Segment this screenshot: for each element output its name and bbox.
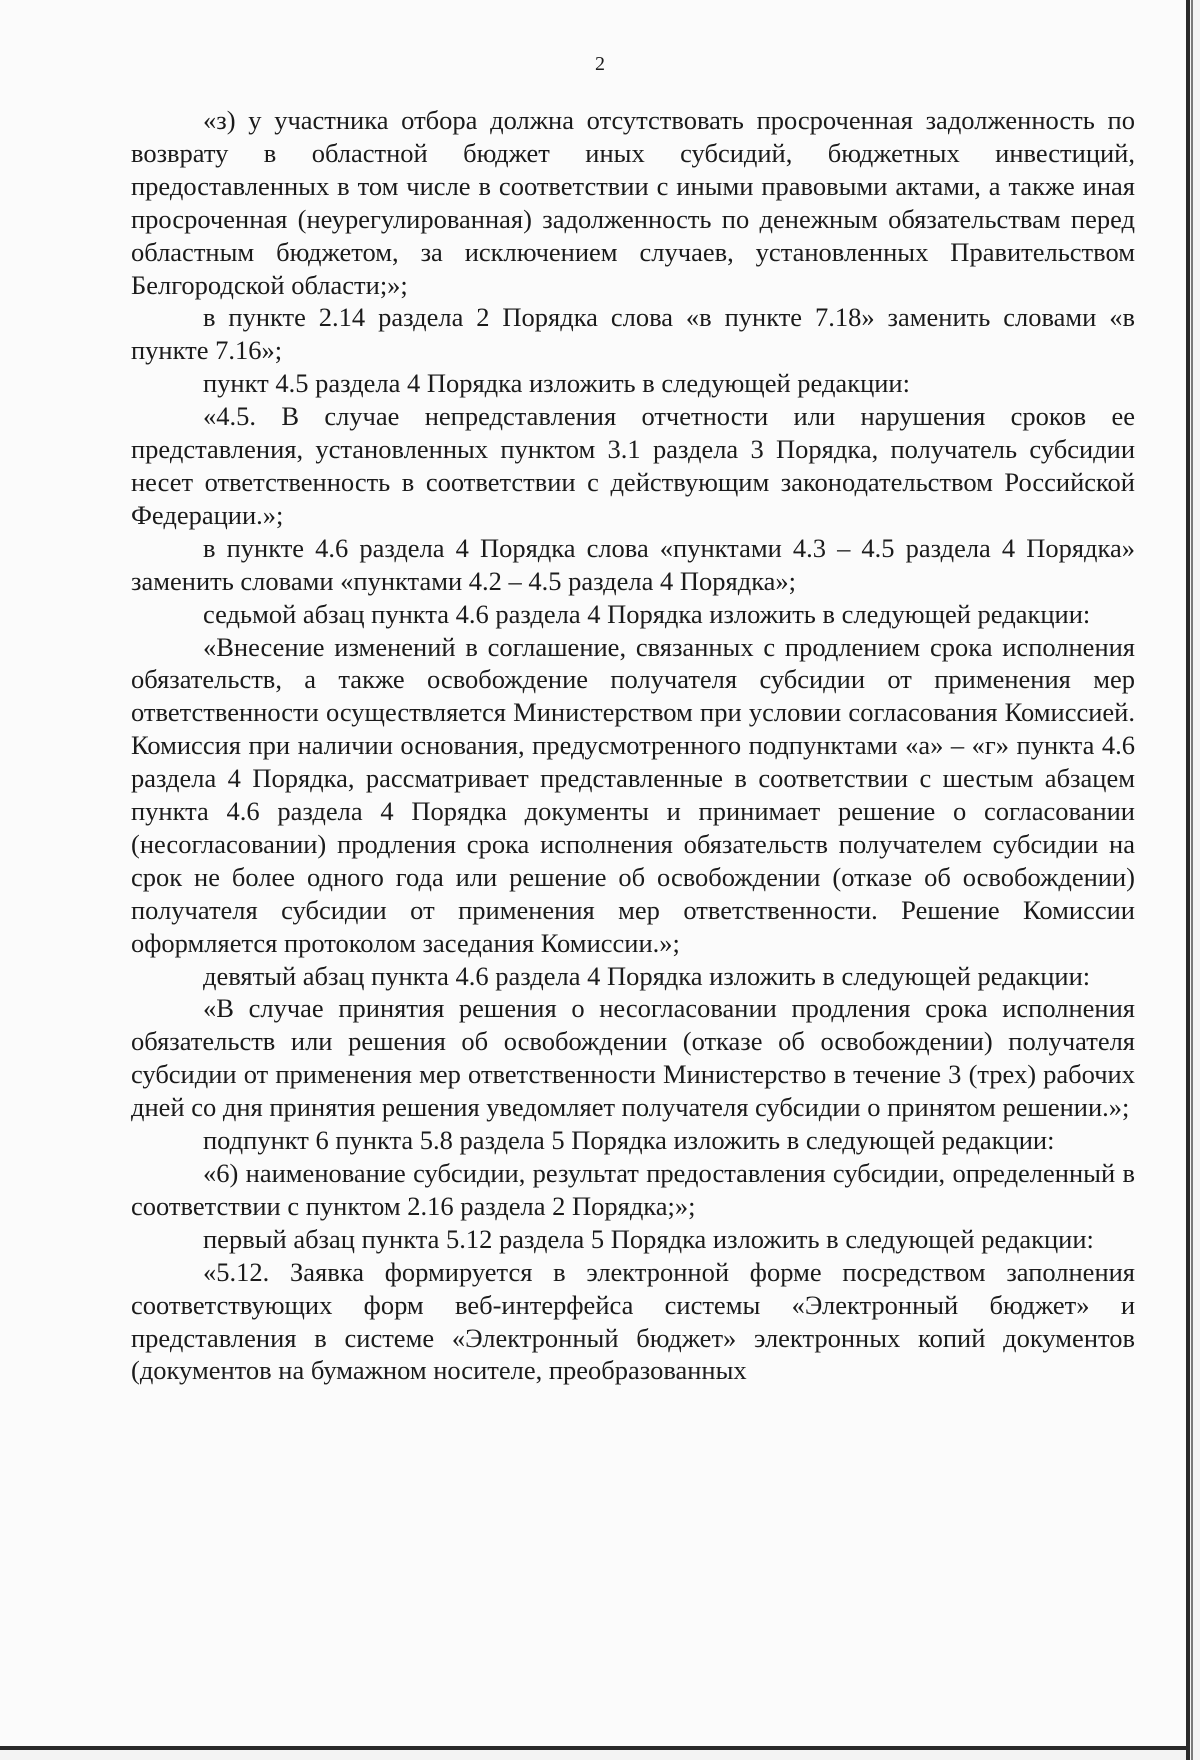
scan-border-right-shadow [1191, 0, 1193, 1760]
paragraph-text-5-12: «5.12. Заявка формируется в электронной форме посредством заполнения соответствующих форм веб-интерфейса системы «Электронный бюджет» и представления в системе «Электронный бюджет» электронных копий документов (документов на бумажном носителе, преобразованных [131, 1256, 1135, 1386]
paragraph-text-5-8: «6) наименование субсидии, результат предоставления субсидии, определенный в соответствии с пунктом 2.16 раздела 2 Порядка;»; [131, 1158, 1135, 1221]
paragraph-amend-4-6-ninth: девятый абзац пункта 4.6 раздела 4 Порядка изложить в следующей редакции: [203, 960, 1091, 991]
paragraph-text-4-5: «4.5. В случае непредставления отчетности или нарушения сроков ее представления, установленных пунктом 3.1 раздела 3 Порядка, получатель субсидии несет ответственность в соответствии с действующим законодательством Российской Федерации.»; [131, 401, 1135, 530]
paragraph-amend-5-8: подпункт 6 пункта 5.8 раздела 5 Порядка изложить в следующей редакции: [203, 1125, 1055, 1156]
scan-border-right [1186, 0, 1190, 1760]
paragraph-item-z: «з) у участника отбора должна отсутствовать просроченная задолженность по возврату в областной бюджет иных субсидий, бюджетных инвестиций, предоставленных в том числе в соответствии с иными правовыми актами, а также иная просроченная (неурегулированная) задолженность по денежным обязательствам перед областным бюджетом, за исключением случаев, установленных Правительством Белгородской области;»; [131, 105, 1135, 300]
scan-border-bottom [0, 1746, 1190, 1750]
document-body [131, 104, 1135, 1387]
paragraph-text-4-6-ninth: «В случае принятия решения о несогласовании продления срока исполнения обязательств или решения об освобождении (отказе об освобождении) получателя субсидии от применения мер ответственности Министерство в течение 3 (трех) рабочих дней со дня принятия решения уведомляет получателя субсидии о принятом решении.»; [131, 993, 1135, 1123]
page-number: 2 [595, 53, 605, 75]
paragraph-text-4-6-seventh: «Внесение изменений в соглашение, связанных с продлением срока исполнения обязательств, а также освобождение получателя субсидии от применения мер ответственности осуществляется Министерством при условии согласования Комиссией. Комиссия при наличии основания, предусмотренного подпунктами «а» – «г» пункта 4.6 раздела 4 Порядка, рассматривает представленные в соответствии с шестым абзацем пункта 4.6 раздела 4 Порядка документы и принимает решение о согласовании (несогласовании) продления срока исполнения обязательств получателем субсидии на срок не более одного года или решение об освобождении (отказе об освобождении) получателя субсидии от применения мер ответственности. Решение Комиссии оформляется протоколом заседания Комиссии.»; [131, 631, 1135, 958]
paragraph-amend-4-5: пункт 4.5 раздела 4 Порядка изложить в следующей редакции: [203, 368, 910, 399]
paragraph-amend-2-14: в пункте 2.14 раздела 2 Порядка слова «в пункте 7.18» заменить словами «в пункте 7.16»; [131, 302, 1135, 366]
paragraph-amend-5-12: первый абзац пункта 5.12 раздела 5 Порядка изложить в следующей редакции: [203, 1223, 1094, 1254]
paragraph-amend-4-6-seventh: седьмой абзац пункта 4.6 раздела 4 Порядка изложить в следующей редакции: [203, 598, 1091, 629]
paragraph-amend-4-6: в пункте 4.6 раздела 4 Порядка слова «пунктами 4.3 – 4.5 раздела 4 Порядка» заменить словами «пунктами 4.2 – 4.5 раздела 4 Порядка»; [131, 532, 1135, 596]
